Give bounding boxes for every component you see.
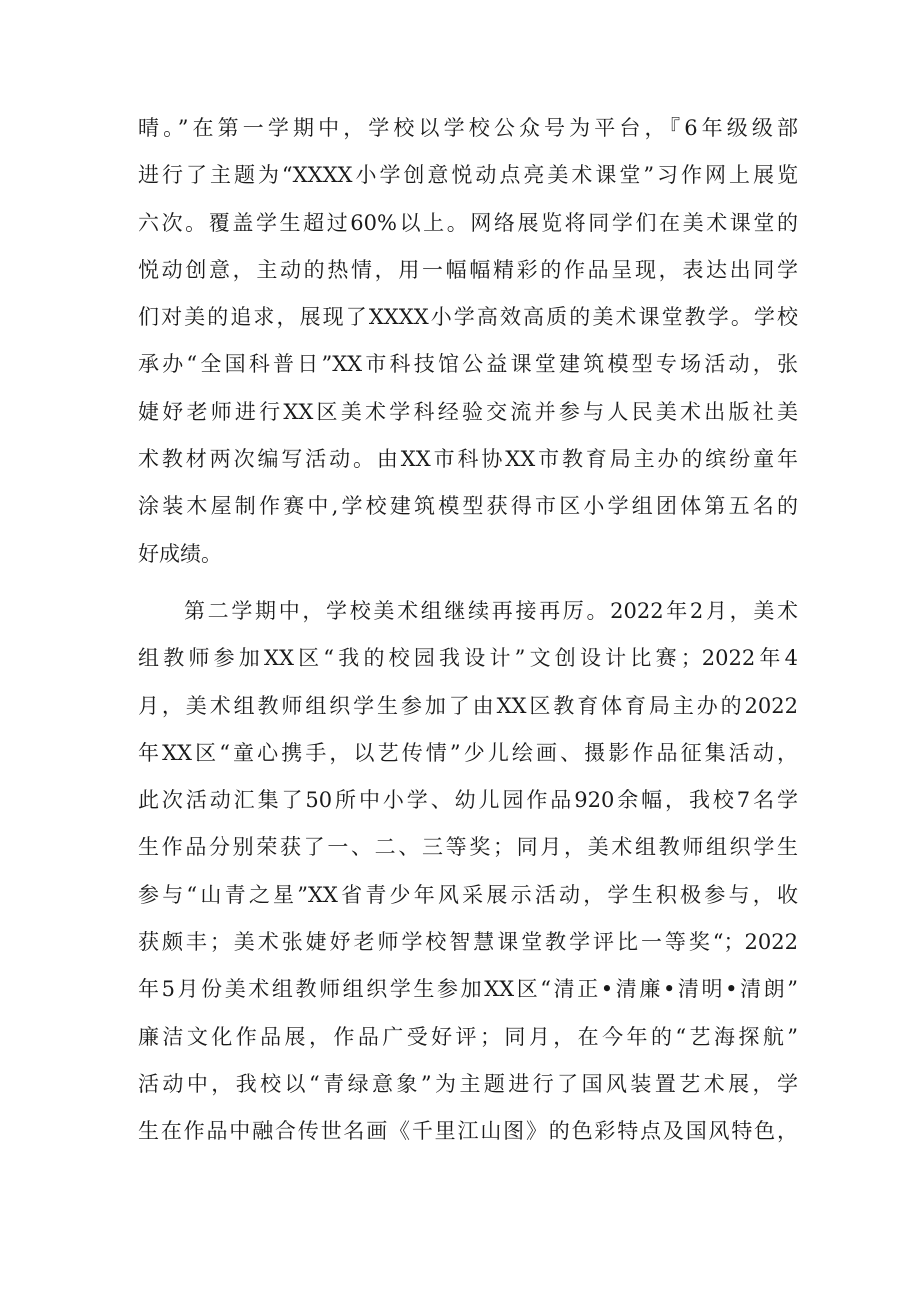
text-line: 婕妤老师进行XX区美术学科经验交流并参与人民美术出版社美 [138, 399, 798, 424]
text-line: 涂装木屋制作赛中,学校建筑模型获得市区小学组团体第五名的 [138, 494, 798, 519]
text-line: 生作品分别荣获了一、二、三等奖；同月，美术组教师组织学生 [138, 835, 798, 860]
text-line: 六次。覆盖学生超过60%以上。网络展览将同学们在美术课堂的 [138, 210, 798, 235]
text-line: 悦动创意，主动的热情，用一幅幅精彩的作品呈现，表达出同学 [138, 257, 798, 282]
text-line: 术教材两次编写活动。由XX市科协XX市教育局主办的缤纷童年 [138, 447, 798, 472]
text-line: 晴。”在第一学期中，学校以学校公众号为平台，『6年级级部 [138, 116, 798, 140]
text-line: 参与“山青之星”XX省青少年风采展示活动，学生积极参与，收 [138, 882, 798, 907]
text-line: 进行了主题为“XXXX小学创意悦动点亮美术课堂”习作网上展览 [138, 163, 798, 188]
text-line: 月，美术组教师组织学生参加了由XX区教育体育局主办的2022 [138, 693, 798, 718]
paragraph-second-semester [138, 588, 798, 1156]
text-line: 此次活动汇集了50所中小学、幼儿园作品920余幅，我校7名学 [138, 788, 798, 813]
text-line: 组教师参加XX区“我的校园我设计”文创设计比赛；2022年4 [138, 646, 798, 671]
text-line: 廉洁文化作品展，作品广受好评；同月，在今年的“艺海探航” [138, 1024, 798, 1049]
text-line: 们对美的追求，展现了XXXX小学高效高质的美术课堂教学。学校 [138, 305, 798, 330]
text-line: 好成绩。 [138, 541, 222, 566]
text-line: 年5月份美术组教师组织学生参加XX区“清正•清廉•清明•清朗” [138, 977, 798, 1002]
text-line: 生在作品中融合传世名画《千里江山图》的色彩特点及国风特色， [138, 1119, 798, 1144]
paragraph-first-semester [138, 105, 798, 578]
text-line: 第二学期中，学校美术组继续再接再厉。2022年2月，美术 [184, 599, 798, 623]
text-line: 年XX区“童心携手，以艺传情”少儿绘画、摄影作品征集活动， [138, 740, 798, 765]
text-line: 承办“全国科普日”XX市科技馆公益课堂建筑模型专场活动，张 [138, 352, 798, 377]
text-line: 活动中，我校以“青绿意象”为主题进行了国风装置艺术展，学 [138, 1071, 798, 1096]
text-line: 获颇丰；美术张婕妤老师学校智慧课堂教学评比一等奖“；2022 [138, 930, 798, 955]
